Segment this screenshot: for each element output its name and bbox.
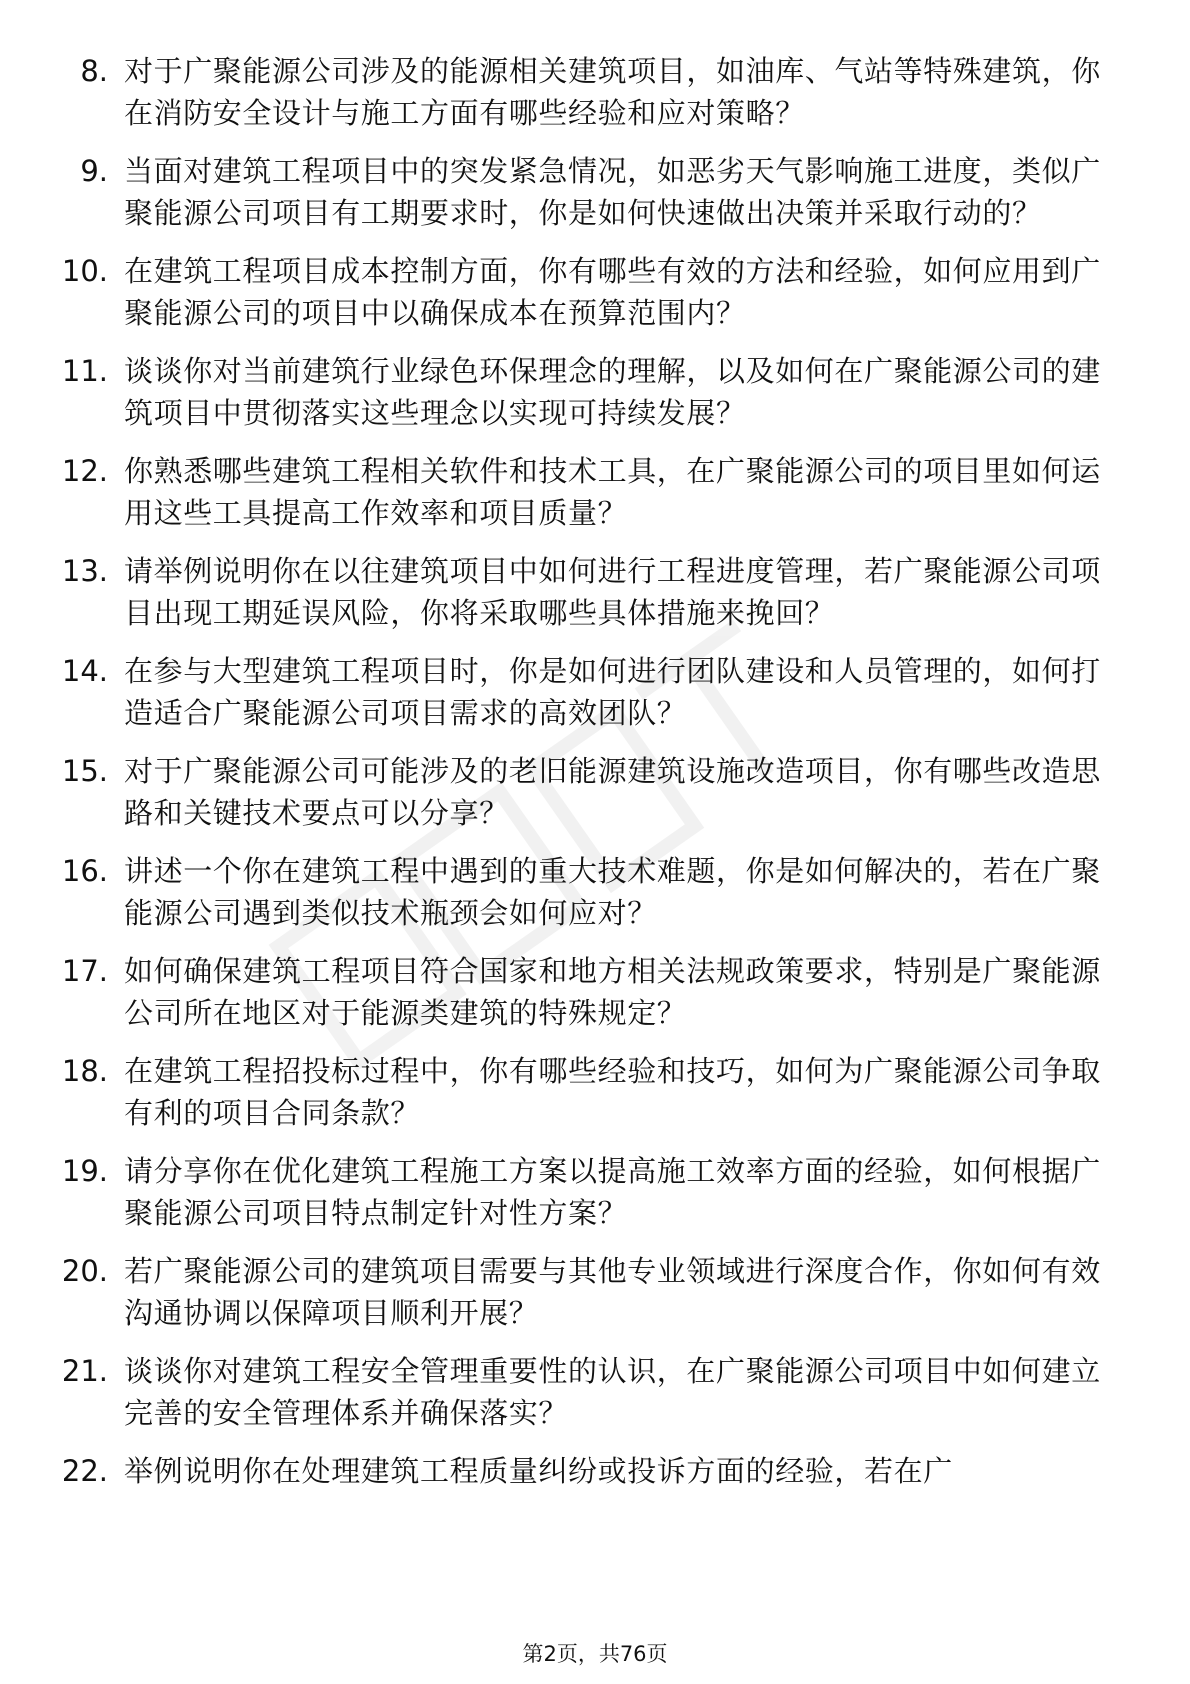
- list-item: [0, 1150, 1190, 1234]
- item-number: 8.: [80, 54, 108, 88]
- list-item: [0, 1350, 1190, 1434]
- item-text: 举例说明你在处理建筑工程质量纠纷或投诉方面的经验，若在广: [124, 1454, 953, 1488]
- item-number: 11.: [61, 354, 108, 388]
- item-text: 讲述一个你在建筑工程中遇到的重大技术难题，你是如何解决的，若在广聚能源公司遇到类似技术瓶颈会如何应对？: [124, 854, 1101, 930]
- page-footer: 第2页，共76页: [522, 1642, 668, 1666]
- list-item: [0, 650, 1190, 734]
- item-text: 当面对建筑工程项目中的突发紧急情况，如恶劣天气影响施工进度，类似广聚能源公司项目有工期要求时，你是如何快速做出决策并采取行动的？: [124, 154, 1101, 230]
- item-number: 13.: [61, 554, 108, 588]
- item-number: 21.: [61, 1354, 108, 1388]
- item-number: 17.: [61, 954, 108, 988]
- list-item: [0, 750, 1190, 834]
- item-text: 对于广聚能源公司涉及的能源相关建筑项目，如油库、气站等特殊建筑，你在消防安全设计与施工方面有哪些经验和应对策略？: [124, 54, 1101, 130]
- list-item: [0, 1250, 1190, 1334]
- item-text: 在建筑工程项目成本控制方面，你有哪些有效的方法和经验，如何应用到广聚能源公司的项目中以确保成本在预算范围内？: [124, 254, 1101, 330]
- item-text: 如何确保建筑工程项目符合国家和地方相关法规政策要求，特别是广聚能源公司所在地区对于能源类建筑的特殊规定？: [124, 954, 1101, 1030]
- question-list: [0, 50, 1190, 1508]
- list-item: [0, 250, 1190, 334]
- list-item: [0, 850, 1190, 934]
- item-text: 在参与大型建筑工程项目时，你是如何进行团队建设和人员管理的，如何打造适合广聚能源公司项目需求的高效团队？: [124, 654, 1101, 730]
- item-text: 在建筑工程招投标过程中，你有哪些经验和技巧，如何为广聚能源公司争取有利的项目合同条款？: [124, 1054, 1101, 1130]
- item-number: 12.: [61, 454, 108, 488]
- item-text: 请举例说明你在以往建筑项目中如何进行工程进度管理，若广聚能源公司项目出现工期延误风险，你将采取哪些具体措施来挽回？: [124, 554, 1101, 630]
- list-item: [0, 1050, 1190, 1134]
- item-text: 谈谈你对建筑工程安全管理重要性的认识，在广聚能源公司项目中如何建立完善的安全管理体系并确保落实？: [124, 1354, 1101, 1430]
- item-number: 16.: [61, 854, 108, 888]
- item-number: 10.: [61, 254, 108, 288]
- item-number: 20.: [61, 1254, 108, 1288]
- list-item: [0, 550, 1190, 634]
- item-number: 9.: [80, 154, 108, 188]
- item-number: 18.: [61, 1054, 108, 1088]
- item-text: 对于广聚能源公司可能涉及的老旧能源建筑设施改造项目，你有哪些改造思路和关键技术要点可以分享？: [124, 754, 1101, 830]
- item-number: 14.: [61, 654, 108, 688]
- item-number: 19.: [61, 1154, 108, 1188]
- item-text: 你熟悉哪些建筑工程相关软件和技术工具，在广聚能源公司的项目里如何运用这些工具提高工作效率和项目质量？: [124, 454, 1101, 530]
- list-item: [0, 950, 1190, 1034]
- item-text: 若广聚能源公司的建筑项目需要与其他专业领域进行深度合作，你如何有效沟通协调以保障项目顺利开展？: [124, 1254, 1101, 1330]
- list-item: [0, 350, 1190, 434]
- list-item: [0, 450, 1190, 534]
- list-item: [0, 1450, 1190, 1492]
- item-text: 请分享你在优化建筑工程施工方案以提高施工效率方面的经验，如何根据广聚能源公司项目特点制定针对性方案？: [124, 1154, 1101, 1230]
- item-text: 谈谈你对当前建筑行业绿色环保理念的理解，以及如何在广聚能源公司的建筑项目中贯彻落实这些理念以实现可持续发展？: [124, 354, 1101, 430]
- list-item: [0, 50, 1190, 134]
- item-number: 15.: [61, 754, 108, 788]
- item-number: 22.: [61, 1454, 108, 1488]
- list-item: [0, 150, 1190, 234]
